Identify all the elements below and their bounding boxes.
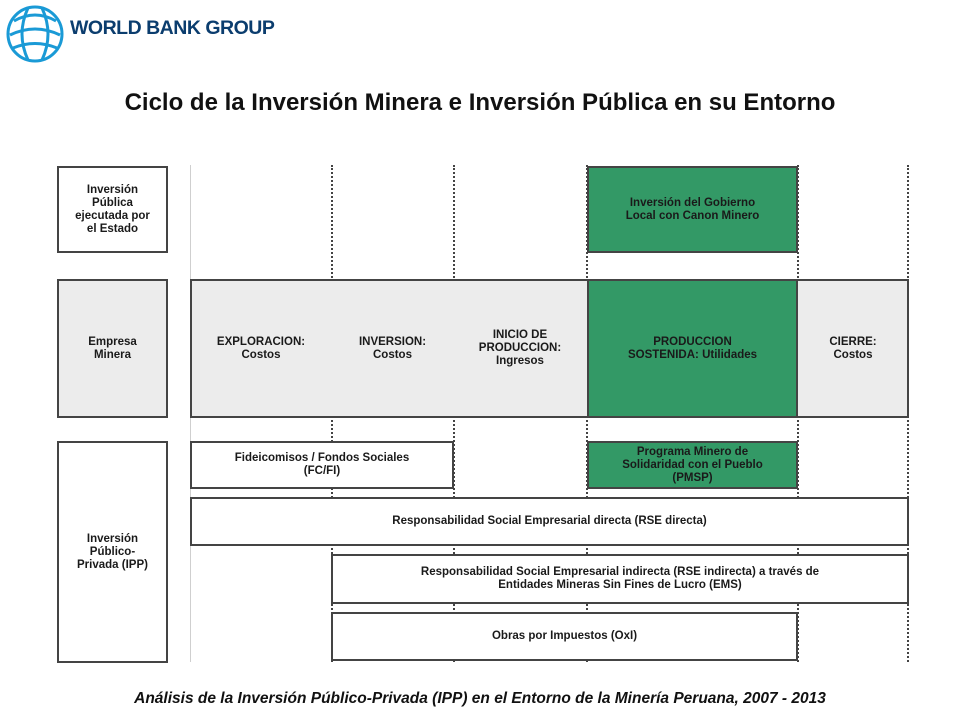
phase-inversion: INVERSION: Costos [358, 335, 427, 361]
government-canon-investment-box: Inversión del Gobierno Local con Canon Minero [587, 166, 798, 253]
logo-text: WORLD BANK GROUP [70, 17, 275, 39]
phase-inicio-produccion: INICIO DE PRODUCCION: Ingresos [478, 329, 562, 367]
globe-icon [4, 3, 66, 65]
phase-produccion-sostenida: PRODUCCION SOSTENIDA: Utilidades [627, 335, 758, 361]
oxi-box: Obras por Impuestos (OxI) [331, 612, 798, 661]
footer-caption: Análisis de la Inversión Público-Privada (IPP) en el Entorno de la Minería Peruana, 2007 - 2013 [134, 690, 826, 707]
row-label-ipp: Inversión Público- Privada (IPP) [57, 441, 168, 663]
world-bank-logo [4, 0, 275, 68]
phase-exploracion: EXPLORACION: Costos [216, 335, 306, 361]
rse-directa-box: Responsabilidad Social Empresarial directa (RSE directa) [190, 497, 909, 546]
page-title: Ciclo de la Inversión Minera e Inversión Pública en su Entorno [124, 89, 836, 116]
row-label-public-investment: Inversión Pública ejecutada por el Estado [57, 166, 168, 253]
row-label-mining-company: Empresa Minera [57, 279, 168, 418]
fideicomisos-box: Fideicomisos / Fondos Sociales (FC/FI) [190, 441, 454, 489]
rse-indirecta-box: Responsabilidad Social Empresarial indirecta (RSE indirecta) a través de Entidades Mineras Sin Fines de Lucro (EMS) [331, 554, 909, 604]
phase-cierre: CIERRE: Costos [829, 335, 877, 361]
pmsp-box: Programa Minero de Solidaridad con el Pueblo (PMSP) [587, 441, 798, 489]
